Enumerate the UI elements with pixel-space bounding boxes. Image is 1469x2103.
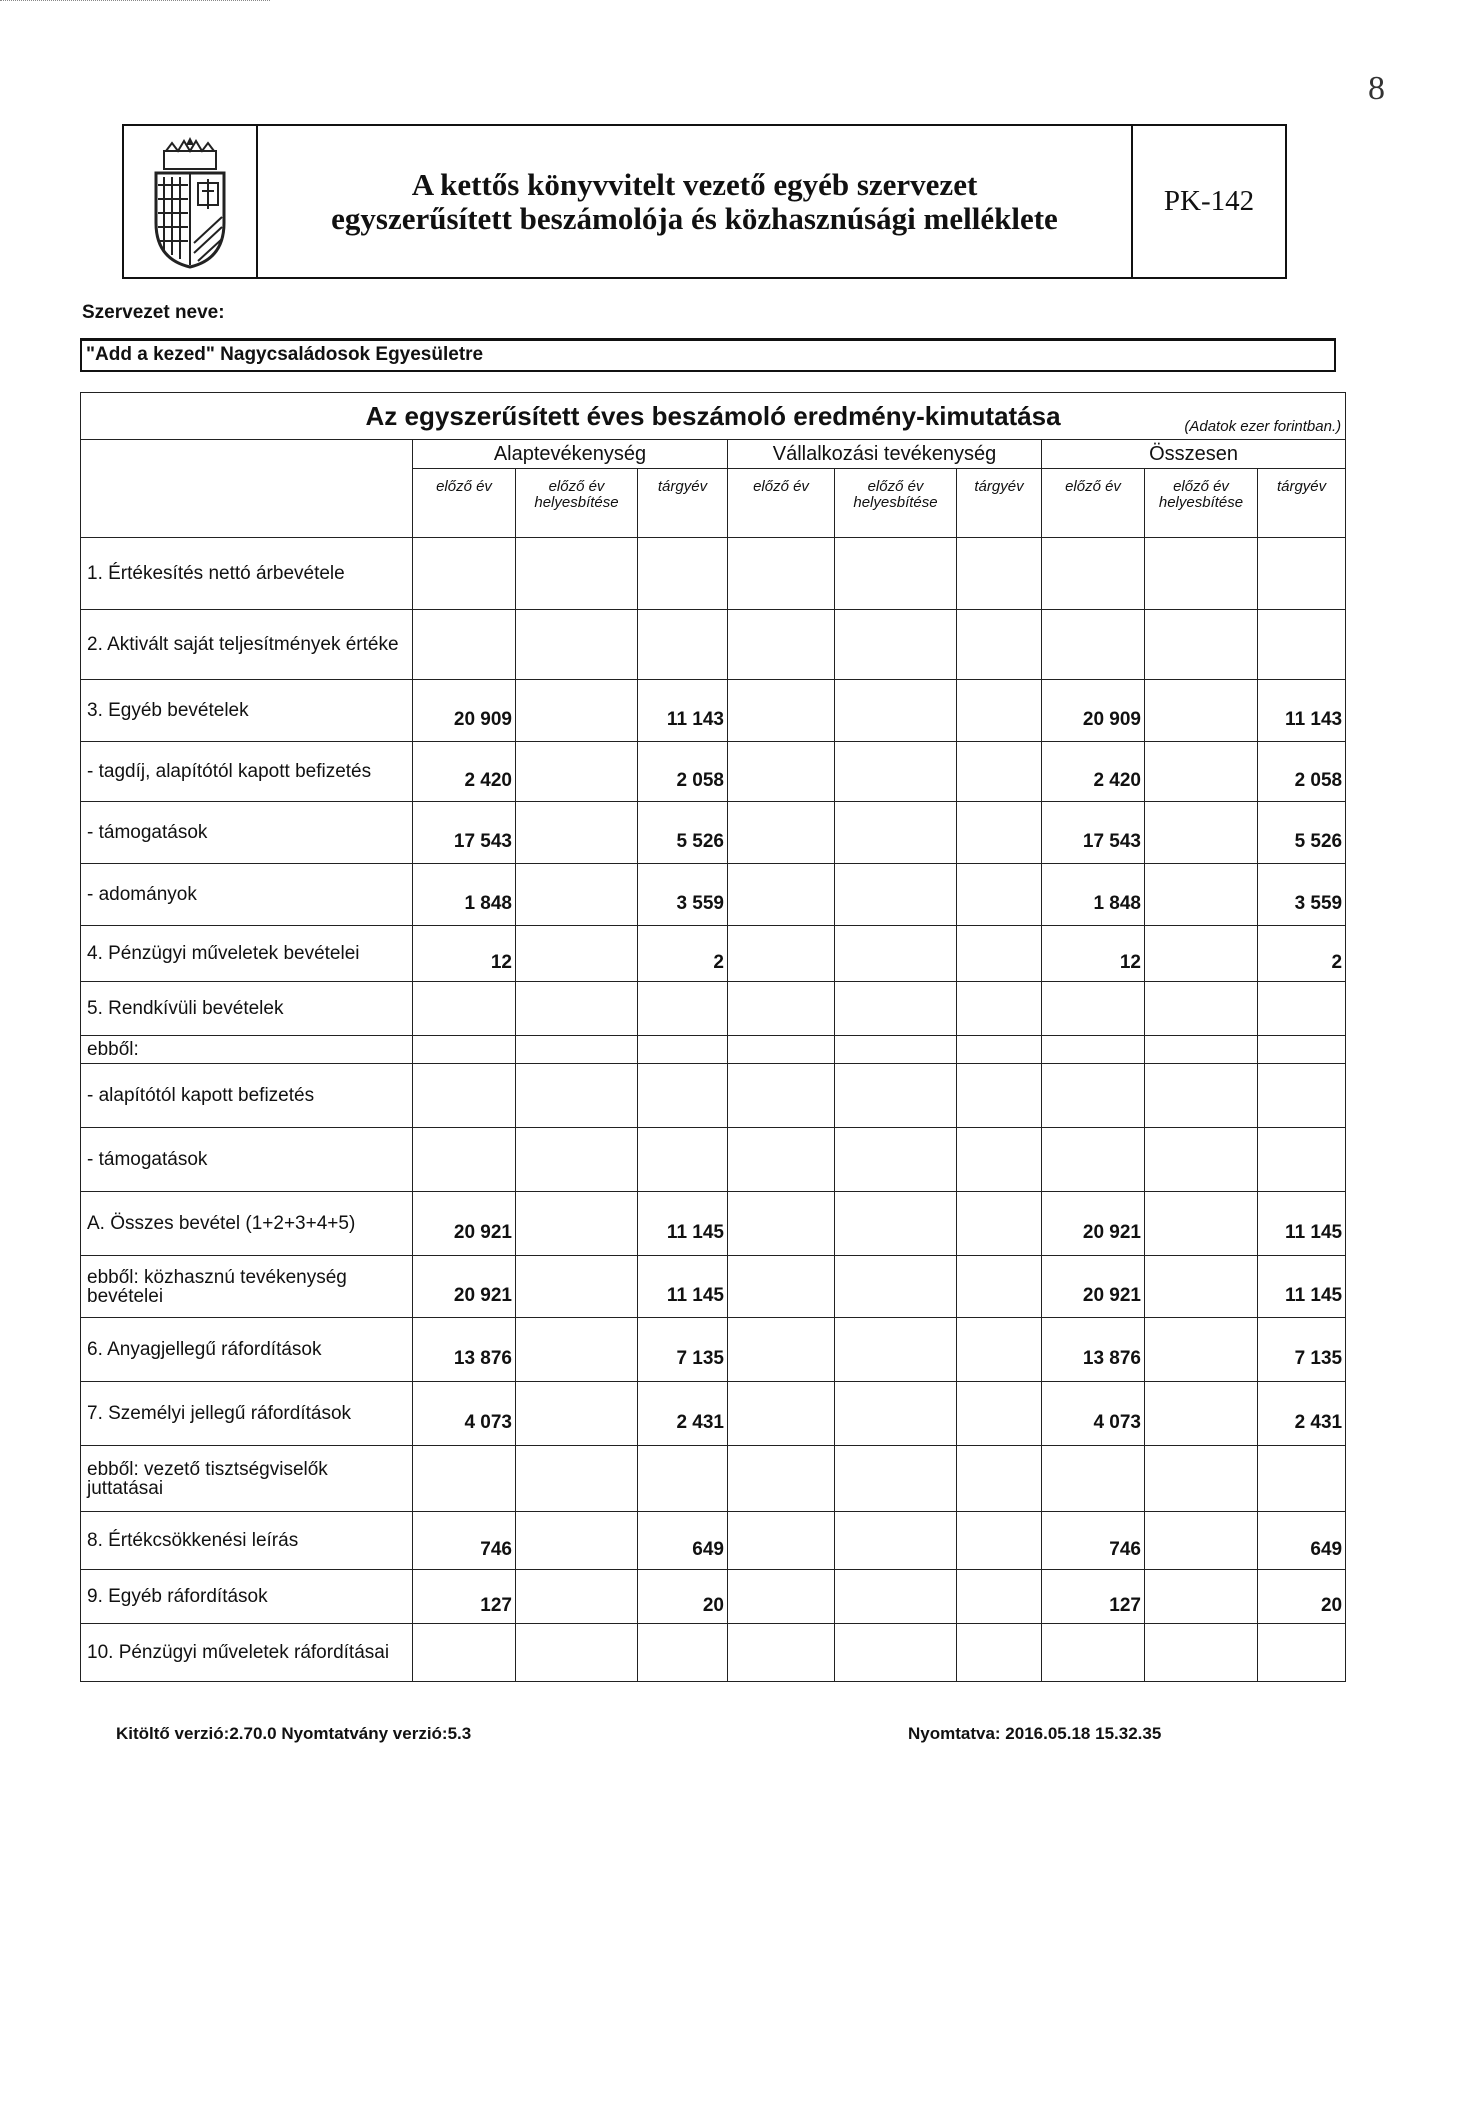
value-cell (516, 802, 638, 864)
table-row (81, 1256, 1346, 1318)
value-cell: 127 (1042, 1570, 1145, 1624)
value-cell (728, 680, 835, 742)
value-cell (1145, 982, 1258, 1036)
table-row (81, 802, 1346, 864)
value-cell (1145, 1128, 1258, 1192)
value-cell: 2 (638, 926, 728, 982)
column-header-line: tárgyév (974, 478, 1024, 495)
row-label: A. Összes bevétel (1+2+3+4+5) (81, 1192, 413, 1256)
value-cell (835, 1064, 957, 1128)
coat-of-arms-icon (124, 126, 258, 277)
value-cell (728, 1064, 835, 1128)
value-cell (835, 1128, 957, 1192)
table-row (81, 610, 1346, 680)
value-cell (728, 1512, 835, 1570)
value-cell (1042, 1128, 1145, 1192)
value-cell (638, 1036, 728, 1064)
column-header (413, 469, 516, 538)
value-cell (957, 1036, 1042, 1064)
table-row (81, 1036, 1346, 1064)
column-header (1042, 469, 1145, 538)
value-cell (1258, 610, 1346, 680)
value-cell (728, 1570, 835, 1624)
value-cell: 7 135 (1258, 1318, 1346, 1382)
value-cell (1042, 1446, 1145, 1512)
table-title: Az egyszerűsített éves beszámoló eredmény-kimutatása (365, 400, 1061, 431)
value-cell: 2 420 (1042, 742, 1145, 802)
table-row (81, 864, 1346, 926)
column-header (728, 469, 835, 538)
value-cell (516, 1318, 638, 1382)
value-cell (1145, 538, 1258, 610)
column-header-line: helyesbítése (534, 494, 619, 511)
form-title-line-1: A kettős könyvvitelt vezető egyéb szervezet (411, 166, 978, 202)
value-cell: 17 543 (1042, 802, 1145, 864)
value-cell (1258, 1624, 1346, 1682)
value-cell: 4 073 (413, 1382, 516, 1446)
value-cell (1145, 680, 1258, 742)
value-cell (1145, 1064, 1258, 1128)
value-cell: 746 (1042, 1512, 1145, 1570)
value-cell (413, 1624, 516, 1682)
value-cell (516, 1624, 638, 1682)
value-cell (1145, 1256, 1258, 1318)
value-cell: 2 431 (638, 1382, 728, 1446)
table-row (81, 1064, 1346, 1128)
value-cell (957, 538, 1042, 610)
value-cell (638, 610, 728, 680)
form-title (258, 126, 1133, 277)
value-cell (638, 1064, 728, 1128)
value-cell (1145, 1512, 1258, 1570)
value-cell (957, 1128, 1042, 1192)
page-corner-mark: 8 (1368, 70, 1385, 107)
value-cell (957, 1192, 1042, 1256)
value-cell (835, 742, 957, 802)
value-cell (516, 1256, 638, 1318)
value-cell (1258, 1064, 1346, 1128)
value-cell (516, 1382, 638, 1446)
table-row (81, 1570, 1346, 1624)
print-timestamp: Nyomtatva: 2016.05.18 15.32.35 (908, 1724, 1162, 1743)
value-cell: 17 543 (413, 802, 516, 864)
column-header (638, 469, 728, 538)
value-cell: 5 526 (1258, 802, 1346, 864)
value-cell (1258, 1446, 1346, 1512)
table-row (81, 1318, 1346, 1382)
income-statement-table (80, 392, 1346, 1682)
table-row (81, 742, 1346, 802)
value-cell (728, 982, 835, 1036)
value-cell (728, 1192, 835, 1256)
organization-label: Szervezet neve: (82, 302, 225, 323)
value-cell (1042, 1064, 1145, 1128)
value-cell (516, 742, 638, 802)
column-header-line: előző év (1065, 478, 1121, 495)
value-cell (728, 742, 835, 802)
value-cell (957, 926, 1042, 982)
value-cell (728, 1382, 835, 1446)
value-cell (516, 1064, 638, 1128)
value-cell (1042, 610, 1145, 680)
row-label: - támogatások (81, 1128, 413, 1192)
value-cell (516, 982, 638, 1036)
column-header-line: tárgyév (657, 478, 708, 495)
value-cell (1145, 1446, 1258, 1512)
value-cell (957, 610, 1042, 680)
value-cell: 3 559 (1258, 864, 1346, 926)
column-header-line: előző év (548, 478, 605, 495)
value-cell: 2 (1258, 926, 1346, 982)
form-header (122, 124, 1287, 279)
value-cell: 649 (1258, 1512, 1346, 1570)
value-cell (1145, 1570, 1258, 1624)
value-cell: 11 145 (638, 1256, 728, 1318)
value-cell: 20 (1258, 1570, 1346, 1624)
value-cell (1145, 1624, 1258, 1682)
value-cell: 127 (413, 1570, 516, 1624)
value-cell (516, 1128, 638, 1192)
value-cell (835, 680, 957, 742)
header-corner-cell (81, 440, 413, 538)
value-cell (728, 864, 835, 926)
value-cell (957, 864, 1042, 926)
row-label: - tagdíj, alapítótól kapott befizetés (81, 742, 413, 802)
column-header-line: előző év (753, 478, 809, 495)
value-cell (728, 802, 835, 864)
value-cell: 13 876 (413, 1318, 516, 1382)
column-header (957, 469, 1042, 538)
value-cell (1145, 1318, 1258, 1382)
table-row (81, 538, 1346, 610)
value-cell (413, 610, 516, 680)
value-cell: 20 921 (413, 1192, 516, 1256)
value-cell (638, 1446, 728, 1512)
row-label: 8. Értékcsökkenési leírás (81, 1512, 413, 1570)
table-row (81, 1624, 1346, 1682)
value-cell (957, 802, 1042, 864)
value-cell (1042, 538, 1145, 610)
value-cell: 1 848 (1042, 864, 1145, 926)
table-row (81, 926, 1346, 982)
value-cell (728, 1318, 835, 1382)
value-cell (835, 982, 957, 1036)
row-label: 4. Pénzügyi műveletek bevételei (81, 926, 413, 982)
value-cell (516, 1512, 638, 1570)
column-header (835, 469, 957, 538)
row-label: 1. Értékesítés nettó árbevétele (81, 538, 413, 610)
column-header-line: előző év (867, 478, 924, 495)
value-cell (1145, 742, 1258, 802)
row-label: ebből: (81, 1036, 413, 1064)
value-cell (835, 1512, 957, 1570)
value-cell (1145, 926, 1258, 982)
value-cell (413, 982, 516, 1036)
value-cell (1145, 1382, 1258, 1446)
value-cell (835, 1256, 957, 1318)
value-cell: 20 921 (1042, 1256, 1145, 1318)
value-cell (413, 1064, 516, 1128)
column-header-line: helyesbítése (853, 494, 938, 511)
value-cell (835, 1036, 957, 1064)
value-cell: 5 526 (638, 802, 728, 864)
table-row (81, 1128, 1346, 1192)
row-label: - adományok (81, 864, 413, 926)
software-version: Kitöltő verzió:2.70.0 Nyomtatvány verzió:5.3 (116, 1724, 472, 1743)
value-cell (957, 1318, 1042, 1382)
value-cell: 2 431 (1258, 1382, 1346, 1446)
table-row (81, 1382, 1346, 1446)
group-header-row (81, 440, 1346, 469)
value-cell: 20 909 (1042, 680, 1145, 742)
value-cell (516, 680, 638, 742)
value-cell (835, 926, 957, 982)
value-cell (957, 1512, 1042, 1570)
row-label: 9. Egyéb ráfordítások (81, 1570, 413, 1624)
column-header (1145, 469, 1258, 538)
value-cell: 12 (1042, 926, 1145, 982)
value-cell (835, 864, 957, 926)
value-cell (1042, 1036, 1145, 1064)
value-cell (728, 1256, 835, 1318)
value-cell (638, 1624, 728, 1682)
value-cell (835, 1446, 957, 1512)
value-cell (728, 926, 835, 982)
value-cell (516, 610, 638, 680)
value-cell (957, 982, 1042, 1036)
value-cell (835, 1382, 957, 1446)
group-header-osszesen: Összesen (1042, 440, 1346, 469)
value-cell (516, 1570, 638, 1624)
value-cell: 1 848 (413, 864, 516, 926)
value-cell (638, 1128, 728, 1192)
column-header-line: előző év (436, 478, 492, 495)
value-cell (1042, 982, 1145, 1036)
value-cell: 20 921 (413, 1256, 516, 1318)
value-cell (835, 1624, 957, 1682)
value-cell (1042, 1624, 1145, 1682)
column-header-line: előző év (1173, 478, 1229, 495)
value-cell (1145, 1192, 1258, 1256)
column-header-line: helyesbítése (1158, 494, 1244, 511)
value-cell (1258, 982, 1346, 1036)
value-cell: 2 058 (638, 742, 728, 802)
value-cell (835, 1570, 957, 1624)
value-cell (516, 1036, 638, 1064)
value-cell: 2 058 (1258, 742, 1346, 802)
organization-name-field: "Add a kezed" Nagycsaládosok Egyesületre (80, 338, 1336, 372)
value-cell: 12 (413, 926, 516, 982)
row-label: 3. Egyéb bevételek (81, 680, 413, 742)
row-label: 2. Aktivált saját teljesítmények értéke (81, 610, 413, 680)
value-cell (516, 864, 638, 926)
row-label: 5. Rendkívüli bevételek (81, 982, 413, 1036)
unit-note: (Adatok ezer forintban.) (1184, 418, 1342, 435)
form-title-line-2: egyszerűsített beszámolója és közhasznúsági melléklete (331, 200, 1058, 236)
column-header (1258, 469, 1346, 538)
value-cell: 11 143 (1258, 680, 1346, 742)
table-row (81, 1512, 1346, 1570)
row-label: - alapítótól kapott befizetés (81, 1064, 413, 1128)
value-cell: 20 909 (413, 680, 516, 742)
value-cell (728, 1624, 835, 1682)
value-cell (957, 1382, 1042, 1446)
value-cell (835, 538, 957, 610)
row-label: 10. Pénzügyi műveletek ráfordításai (81, 1624, 413, 1682)
row-label: - támogatások (81, 802, 413, 864)
value-cell (1258, 538, 1346, 610)
table-row (81, 982, 1346, 1036)
value-cell: 649 (638, 1512, 728, 1570)
value-cell (1145, 802, 1258, 864)
column-header-line: tárgyév (1276, 478, 1327, 495)
value-cell (957, 680, 1042, 742)
value-cell (516, 926, 638, 982)
value-cell (835, 610, 957, 680)
value-cell (728, 538, 835, 610)
value-cell: 11 145 (1258, 1192, 1346, 1256)
value-cell (413, 1128, 516, 1192)
form-code: PK-142 (1163, 185, 1255, 217)
group-header-vallalkozasi: Vállalkozási tevékenység (728, 440, 1042, 469)
value-cell (516, 1446, 638, 1512)
value-cell (413, 1446, 516, 1512)
row-label: ebből: közhasznú tevékenység bevételei (81, 1256, 413, 1318)
value-cell (413, 538, 516, 610)
value-cell (1145, 610, 1258, 680)
value-cell (516, 1192, 638, 1256)
value-cell (516, 538, 638, 610)
table-row (81, 680, 1346, 742)
value-cell: 11 143 (638, 680, 728, 742)
value-cell: 746 (413, 1512, 516, 1570)
table-title-row (81, 393, 1346, 440)
value-cell (1145, 1036, 1258, 1064)
table-title-cell (81, 393, 1346, 440)
value-cell (957, 1446, 1042, 1512)
value-cell: 11 145 (638, 1192, 728, 1256)
value-cell: 2 420 (413, 742, 516, 802)
scan-edge-mark (0, 0, 270, 4)
value-cell (957, 1570, 1042, 1624)
row-label: 7. Személyi jellegű ráfordítások (81, 1382, 413, 1446)
value-cell (835, 1318, 957, 1382)
value-cell (728, 1446, 835, 1512)
value-cell (728, 1036, 835, 1064)
value-cell: 3 559 (638, 864, 728, 926)
value-cell (957, 1624, 1042, 1682)
row-label: 6. Anyagjellegű ráfordítások (81, 1318, 413, 1382)
value-cell: 20 (638, 1570, 728, 1624)
value-cell (835, 1192, 957, 1256)
value-cell: 13 876 (1042, 1318, 1145, 1382)
value-cell (638, 538, 728, 610)
row-label: ebből: vezető tisztségviselők juttatásai (81, 1446, 413, 1512)
value-cell (835, 802, 957, 864)
value-cell (957, 1256, 1042, 1318)
value-cell: 11 145 (1258, 1256, 1346, 1318)
value-cell (638, 982, 728, 1036)
column-header (516, 469, 638, 538)
value-cell (728, 610, 835, 680)
value-cell (1258, 1036, 1346, 1064)
value-cell (957, 742, 1042, 802)
value-cell (413, 1036, 516, 1064)
value-cell (1145, 864, 1258, 926)
value-cell (1258, 1128, 1346, 1192)
value-cell: 7 135 (638, 1318, 728, 1382)
value-cell (728, 1128, 835, 1192)
value-cell: 20 921 (1042, 1192, 1145, 1256)
value-cell: 4 073 (1042, 1382, 1145, 1446)
table-row (81, 1192, 1346, 1256)
value-cell (957, 1064, 1042, 1128)
group-header-alaptevekenyseg: Alaptevékenység (413, 440, 728, 469)
table-row (81, 1446, 1346, 1512)
